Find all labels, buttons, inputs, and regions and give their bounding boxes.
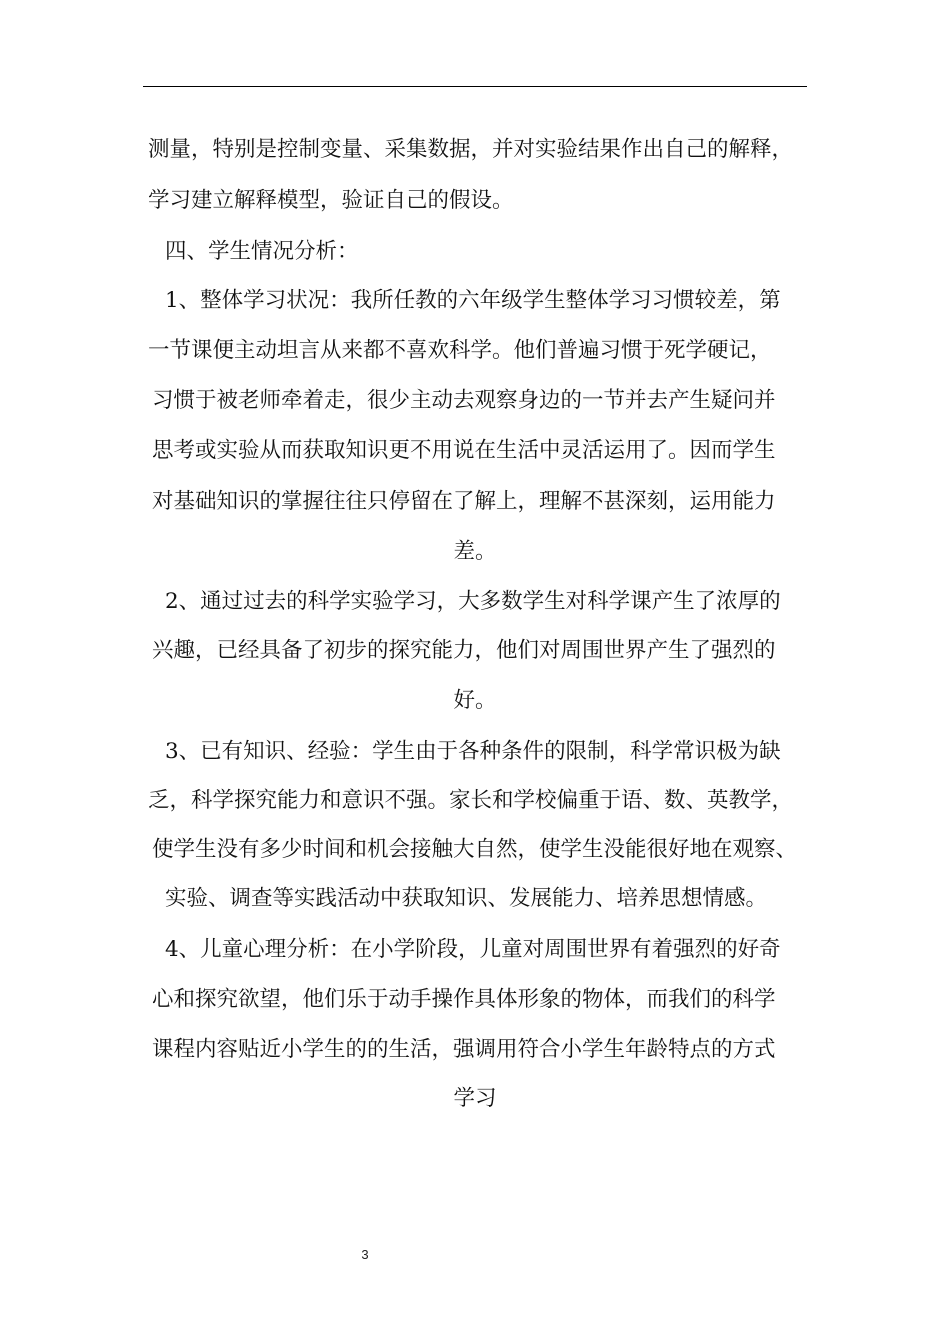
text-line: 实验、调查等实践活动中获取知识、发展能力、培养思想情感。 [165, 886, 768, 911]
text-line: 学习建立解释模型，验证自己的假设。 [148, 188, 514, 213]
header-rule [143, 86, 807, 87]
text-line: 一节课便主动坦言从来都不喜欢科学。他们普遍习惯于死学硬记， [148, 338, 772, 363]
text-line: 兴趣，已经具备了初步的探究能力，他们对周围世界产生了强烈的 [152, 638, 776, 663]
text-line: 心和探究欲望，他们乐于动手操作具体形象的物体，而我们的科学 [152, 987, 776, 1012]
text-line: 使学生没有多少时间和机会接触大自然，使学生没能很好地在观察、 [152, 837, 798, 862]
text-line: 4、儿童心理分析：在小学阶段，儿童对周围世界有着强烈的好奇 [165, 937, 781, 962]
text-line: 3、已有知识、经验：学生由于各种条件的限制，科学常识极为缺 [165, 739, 781, 764]
text-line: 习惯于被老师牵着走，很少主动去观察身边的一节并去产生疑问并 [152, 388, 776, 413]
text-line: 对基础知识的掌握往往只停留在了解上，理解不甚深刻，运用能力 [152, 489, 776, 514]
text-line: 1、整体学习状况：我所任教的六年级学生整体学习习惯较差，第 [165, 288, 781, 313]
text-line: 好。 [453, 688, 497, 713]
page-number: 3 [361, 1247, 369, 1262]
text-line: 思考或实验从而获取知识更不用说在生活中灵活运用了。因而学生 [152, 438, 776, 463]
text-line: 乏，科学探究能力和意识不强。家长和学校偏重于语、数、英教学， [148, 788, 794, 813]
text-line: 学习 [453, 1086, 497, 1111]
text-line: 差。 [453, 539, 497, 564]
section-heading: 四、学生情况分析： [165, 239, 359, 264]
text-line: 2、通过过去的科学实验学习，大多数学生对科学课产生了浓厚的 [165, 589, 781, 614]
text-line: 测量，特别是控制变量、采集数据，并对实验结果作出自己的解释， [148, 137, 794, 162]
text-line: 课程内容贴近小学生的的生活，强调用符合小学生年龄特点的方式 [152, 1037, 776, 1062]
